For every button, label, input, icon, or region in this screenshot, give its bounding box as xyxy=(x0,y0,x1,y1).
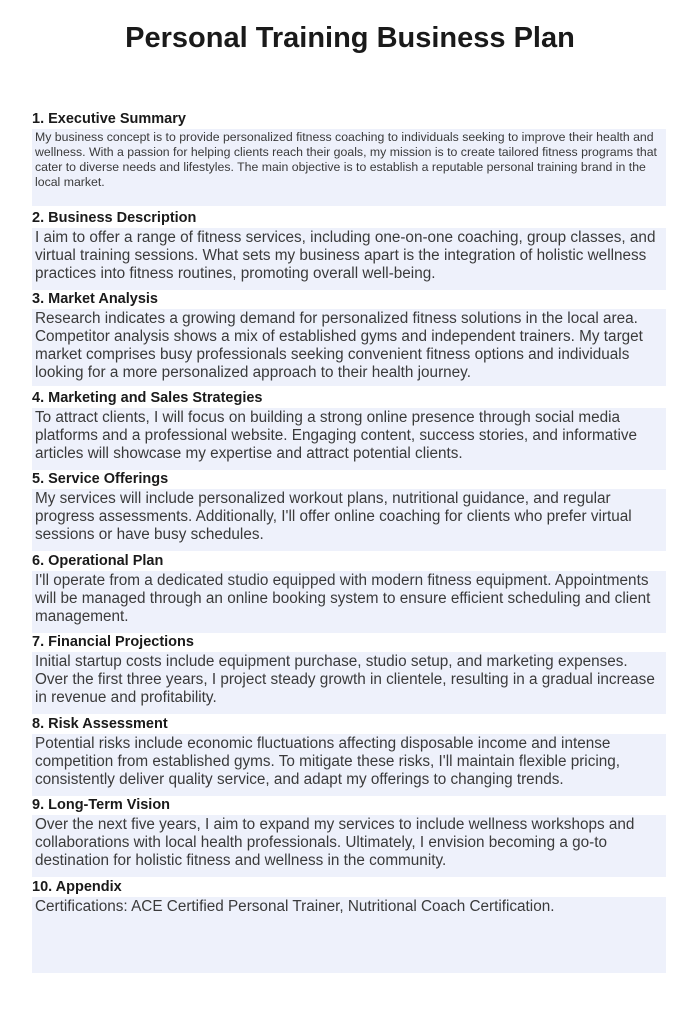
section-body-text: Research indicates a growing demand for personalized fitness solutions in the local area. Competitor analysis shows a mix of established gyms and independent trainers. My target market comprises busy professionals seeking convenient fitness options and individuals looking for a more personalized approach to their health journey. xyxy=(35,310,643,381)
section-heading: 7. Financial Projections xyxy=(32,634,194,650)
section-heading: 5. Service Offerings xyxy=(32,471,169,487)
section-operational-plan xyxy=(32,553,666,633)
section-body-box xyxy=(32,408,666,470)
section-business-description xyxy=(32,210,666,290)
section-executive-summary xyxy=(32,111,666,206)
section-body-box xyxy=(32,815,666,877)
section-heading: 1. Executive Summary xyxy=(32,111,186,127)
section-body-text: Over the next five years, I aim to expand my services to include wellness workshops and collaborations with local health professionals. Ultimately, I envision becoming a go-to destination for holistic fitness and wellness in the community. xyxy=(35,816,635,869)
section-body-text: I aim to offer a range of fitness services, including one-on-one coaching, group classes, and virtual training sessions. What sets my business apart is the integration of holistic wellness practices into fitness routines, promoting overall well-being. xyxy=(35,229,656,282)
section-body-text: My business concept is to provide personalized fitness coaching to individuals seeking to improve their health and wellness. With a passion for helping clients reach their goals, my mission is to create tailored fitness programs that cater to diverse needs and lifestyles. The main objective is to establish a reputable personal training brand in the local market. xyxy=(35,130,657,189)
section-heading: 6. Operational Plan xyxy=(32,553,164,569)
section-body-box xyxy=(32,489,666,551)
section-body-text: Certifications: ACE Certified Personal Trainer, Nutritional Coach Certification. xyxy=(35,898,555,915)
section-body-box xyxy=(32,129,666,206)
section-body-text: To attract clients, I will focus on building a strong online presence through social media platforms and a professional website. Engaging content, success stories, and informative articles will showcase my expertise and attract potential clients. xyxy=(35,409,638,462)
section-long-term-vision xyxy=(32,797,666,877)
section-market-analysis xyxy=(32,291,666,386)
section-heading: 2. Business Description xyxy=(32,210,197,226)
section-body-box xyxy=(32,734,666,796)
section-appendix xyxy=(32,879,666,973)
section-body-box xyxy=(32,897,666,973)
page-title: Personal Training Business Plan xyxy=(125,22,575,54)
section-body-text: My services will include personalized workout plans, nutritional guidance, and regular progress assessments. Additionally, I'll offer online coaching for clients who prefer virtual sessions or have busy schedules. xyxy=(35,490,632,543)
section-body-box xyxy=(32,228,666,290)
section-body-text: Potential risks include economic fluctuations affecting disposable income and intense competition from established gyms. To mitigate these risks, I'll maintain flexible pricing, consistently deliver quality service, and adapt my offerings to changing trends. xyxy=(35,735,621,788)
section-body-text: I'll operate from a dedicated studio equipped with modern fitness equipment. Appointments will be managed through an online booking system to ensure efficient scheduling and client management. xyxy=(35,572,651,625)
section-heading: 8. Risk Assessment xyxy=(32,716,168,732)
section-heading: 10. Appendix xyxy=(32,879,122,895)
section-service-offerings xyxy=(32,471,666,551)
section-body-box xyxy=(32,571,666,633)
section-heading: 3. Market Analysis xyxy=(32,291,158,307)
section-marketing-sales xyxy=(32,390,666,470)
section-heading: 9. Long-Term Vision xyxy=(32,797,171,813)
section-risk-assessment xyxy=(32,716,666,796)
section-body-box xyxy=(32,309,666,386)
section-body-text: Initial startup costs include equipment purchase, studio setup, and marketing expenses. Over the first three years, I project steady growth in clientele, resulting in a gradual increase in revenue and profitability. xyxy=(35,653,655,706)
section-financial-projections xyxy=(32,634,666,714)
section-heading: 4. Marketing and Sales Strategies xyxy=(32,390,263,406)
section-body-box xyxy=(32,652,666,714)
